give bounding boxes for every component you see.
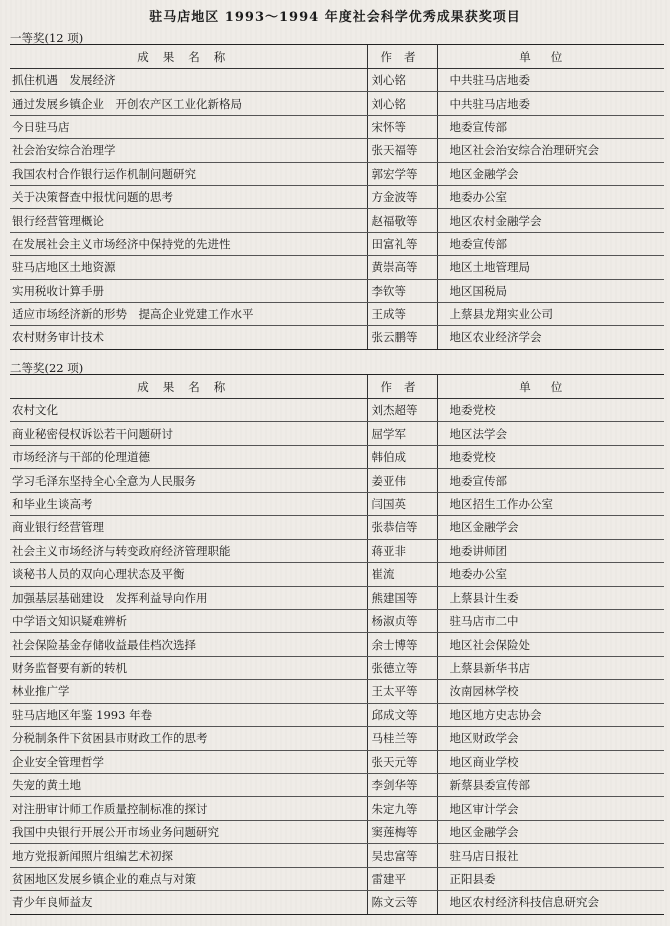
cell-name: 对注册审计师工作质量控制标准的探讨	[10, 797, 367, 820]
cell-unit: 地区商业学校	[437, 750, 664, 773]
header-unit: 单位	[437, 45, 664, 69]
table-row	[10, 609, 664, 632]
cell-author: 黄崇高等	[367, 256, 437, 279]
cell-name: 社会治安综合治理学	[10, 139, 367, 162]
header-author: 作者	[367, 45, 437, 69]
cell-name: 和毕业生谈高考	[10, 492, 367, 515]
cell-unit: 地区农业经济学会	[437, 326, 664, 349]
cell-author: 刘心铭	[367, 69, 437, 92]
cell-author: 赵福敬等	[367, 209, 437, 232]
cell-name: 今日驻马店	[10, 115, 367, 138]
table-row	[10, 774, 664, 797]
table-row	[10, 586, 664, 609]
cell-name: 企业安全管理哲学	[10, 750, 367, 773]
cell-unit: 地区金融学会	[437, 820, 664, 843]
second-prize-table	[10, 374, 664, 915]
cell-unit: 地区金融学会	[437, 516, 664, 539]
table-row	[10, 69, 664, 92]
table-row	[10, 469, 664, 492]
cell-author: 吴忠富等	[367, 844, 437, 867]
cell-name: 分税制条件下贫困县市财政工作的思考	[10, 727, 367, 750]
cell-author: 崔流	[367, 563, 437, 586]
cell-unit: 汝南园林学校	[437, 680, 664, 703]
cell-name: 我国中央银行开展公开市场业务问题研究	[10, 820, 367, 843]
cell-author: 李钦等	[367, 279, 437, 302]
cell-name: 适应市场经济新的形势 提高企业党建工作水平	[10, 302, 367, 325]
table-row	[10, 633, 664, 656]
cell-author: 雷建平	[367, 867, 437, 890]
cell-author: 邱成文等	[367, 703, 437, 726]
cell-unit: 上蔡县计生委	[437, 586, 664, 609]
cell-name: 财务监督要有新的转机	[10, 656, 367, 679]
cell-name: 中学语文知识疑难辨析	[10, 609, 367, 632]
cell-author: 陈文云等	[367, 891, 437, 914]
header-name: 成果名称	[10, 375, 367, 399]
cell-unit: 地区招生工作办公室	[437, 492, 664, 515]
cell-name: 谈秘书人员的双向心理状态及平衡	[10, 563, 367, 586]
cell-unit: 地区农村金融学会	[437, 209, 664, 232]
table-row	[10, 232, 664, 255]
cell-author: 马桂兰等	[367, 727, 437, 750]
cell-author: 王成等	[367, 302, 437, 325]
cell-author: 田富礼等	[367, 232, 437, 255]
cell-unit: 地区法学会	[437, 422, 664, 445]
first-prize-body	[10, 69, 664, 350]
cell-author: 姜亚伟	[367, 469, 437, 492]
table-row	[10, 656, 664, 679]
table-row	[10, 115, 664, 138]
cell-name: 失宠的黄土地	[10, 774, 367, 797]
cell-author: 刘心铭	[367, 92, 437, 115]
cell-author: 郭宏学等	[367, 162, 437, 185]
cell-name: 实用税收计算手册	[10, 279, 367, 302]
cell-name: 加强基层基础建设 发挥利益导向作用	[10, 586, 367, 609]
cell-name: 青少年良师益友	[10, 891, 367, 914]
table-row	[10, 820, 664, 843]
cell-unit: 正阳县委	[437, 867, 664, 890]
cell-name: 在发展社会主义市场经济中保持党的先进性	[10, 232, 367, 255]
second-prize-label: 二等奖(22 项)	[10, 361, 84, 375]
cell-name: 农村财务审计技术	[10, 326, 367, 349]
cell-name: 我国农村合作银行运作机制问题研究	[10, 162, 367, 185]
cell-author: 张德立等	[367, 656, 437, 679]
table-row	[10, 185, 664, 208]
cell-author: 方金波等	[367, 185, 437, 208]
cell-name: 市场经济与干部的伦理道德	[10, 445, 367, 468]
cell-author: 张天福等	[367, 139, 437, 162]
table-row	[10, 399, 664, 422]
cell-author: 蒋亚非	[367, 539, 437, 562]
cell-name: 通过发展乡镇企业 开创农产区工业化新格局	[10, 92, 367, 115]
cell-name: 抓住机遇 发展经济	[10, 69, 367, 92]
cell-name: 关于决策督查中报忧问题的思考	[10, 185, 367, 208]
table-row	[10, 492, 664, 515]
cell-unit: 地委党校	[437, 445, 664, 468]
table-row	[10, 326, 664, 349]
cell-author: 闫国英	[367, 492, 437, 515]
cell-name: 社会保险基金存储收益最佳档次选择	[10, 633, 367, 656]
cell-name: 社会主义市场经济与转变政府经济管理职能	[10, 539, 367, 562]
cell-unit: 上蔡县新华书店	[437, 656, 664, 679]
cell-name: 驻马店地区土地资源	[10, 256, 367, 279]
cell-name: 银行经营管理概论	[10, 209, 367, 232]
cell-unit: 地委宣传部	[437, 232, 664, 255]
cell-name: 农村文化	[10, 399, 367, 422]
cell-unit: 地委讲师团	[437, 539, 664, 562]
cell-unit: 地委办公室	[437, 185, 664, 208]
table-row	[10, 867, 664, 890]
cell-author: 张云鹏等	[367, 326, 437, 349]
cell-name: 林业推广学	[10, 680, 367, 703]
table-row	[10, 891, 664, 914]
cell-unit: 地委办公室	[437, 563, 664, 586]
table-row	[10, 750, 664, 773]
table-row	[10, 563, 664, 586]
cell-unit: 地区财政学会	[437, 727, 664, 750]
table-row	[10, 139, 664, 162]
cell-name: 地方党报新闻照片组编艺术初探	[10, 844, 367, 867]
cell-author: 窦莲梅等	[367, 820, 437, 843]
table-row	[10, 680, 664, 703]
table-row	[10, 162, 664, 185]
cell-unit: 驻马店日报社	[437, 844, 664, 867]
cell-unit: 地区审计学会	[437, 797, 664, 820]
table-header-row	[10, 45, 664, 69]
cell-unit: 地委宣传部	[437, 469, 664, 492]
cell-unit: 地委党校	[437, 399, 664, 422]
cell-author: 张恭信等	[367, 516, 437, 539]
table-row	[10, 727, 664, 750]
cell-unit: 地区土地管理局	[437, 256, 664, 279]
table-row	[10, 539, 664, 562]
cell-author: 刘杰超等	[367, 399, 437, 422]
cell-name: 驻马店地区年鉴 1993 年卷	[10, 703, 367, 726]
header-unit: 单位	[437, 375, 664, 399]
document-title: 驻马店地区 1993～1994 年度社会科学优秀成果获奖项目	[149, 10, 521, 25]
cell-unit: 上蔡县龙翔实业公司	[437, 302, 664, 325]
table-row	[10, 797, 664, 820]
cell-author: 余士博等	[367, 633, 437, 656]
header-author: 作者	[367, 375, 437, 399]
first-prize-table	[10, 44, 664, 350]
table-row	[10, 256, 664, 279]
table-row	[10, 302, 664, 325]
table-row	[10, 516, 664, 539]
table-row	[10, 279, 664, 302]
cell-author: 李剑华等	[367, 774, 437, 797]
cell-unit: 地区国税局	[437, 279, 664, 302]
cell-unit: 地委宣传部	[437, 115, 664, 138]
cell-unit: 地区社会保险处	[437, 633, 664, 656]
cell-author: 韩伯成	[367, 445, 437, 468]
cell-name: 学习毛泽东坚持全心全意为人民服务	[10, 469, 367, 492]
table-row	[10, 445, 664, 468]
header-name: 成果名称	[10, 45, 367, 69]
cell-unit: 中共驻马店地委	[437, 92, 664, 115]
cell-unit: 地区社会治安综合治理研究会	[437, 139, 664, 162]
cell-unit: 驻马店市二中	[437, 609, 664, 632]
cell-author: 王太平等	[367, 680, 437, 703]
cell-author: 屈学军	[367, 422, 437, 445]
cell-author: 熊建国等	[367, 586, 437, 609]
cell-author: 杨淑贞等	[367, 609, 437, 632]
cell-unit: 地区地方史志协会	[437, 703, 664, 726]
first-prize-label: 一等奖(12 项)	[10, 31, 84, 45]
cell-name: 商业秘密侵权诉讼若干问题研讨	[10, 422, 367, 445]
cell-unit: 地区农村经济科技信息研究会	[437, 891, 664, 914]
table-header-row	[10, 375, 664, 399]
table-row	[10, 209, 664, 232]
cell-unit: 地区金融学会	[437, 162, 664, 185]
cell-unit: 新蔡县委宣传部	[437, 774, 664, 797]
cell-author: 朱定九等	[367, 797, 437, 820]
table-row	[10, 422, 664, 445]
table-row	[10, 703, 664, 726]
cell-author: 宋怀等	[367, 115, 437, 138]
table-row	[10, 92, 664, 115]
cell-author: 张天元等	[367, 750, 437, 773]
cell-name: 贫困地区发展乡镇企业的难点与对策	[10, 867, 367, 890]
table-row	[10, 844, 664, 867]
second-prize-body	[10, 399, 664, 915]
cell-unit: 中共驻马店地委	[437, 69, 664, 92]
cell-name: 商业银行经营管理	[10, 516, 367, 539]
